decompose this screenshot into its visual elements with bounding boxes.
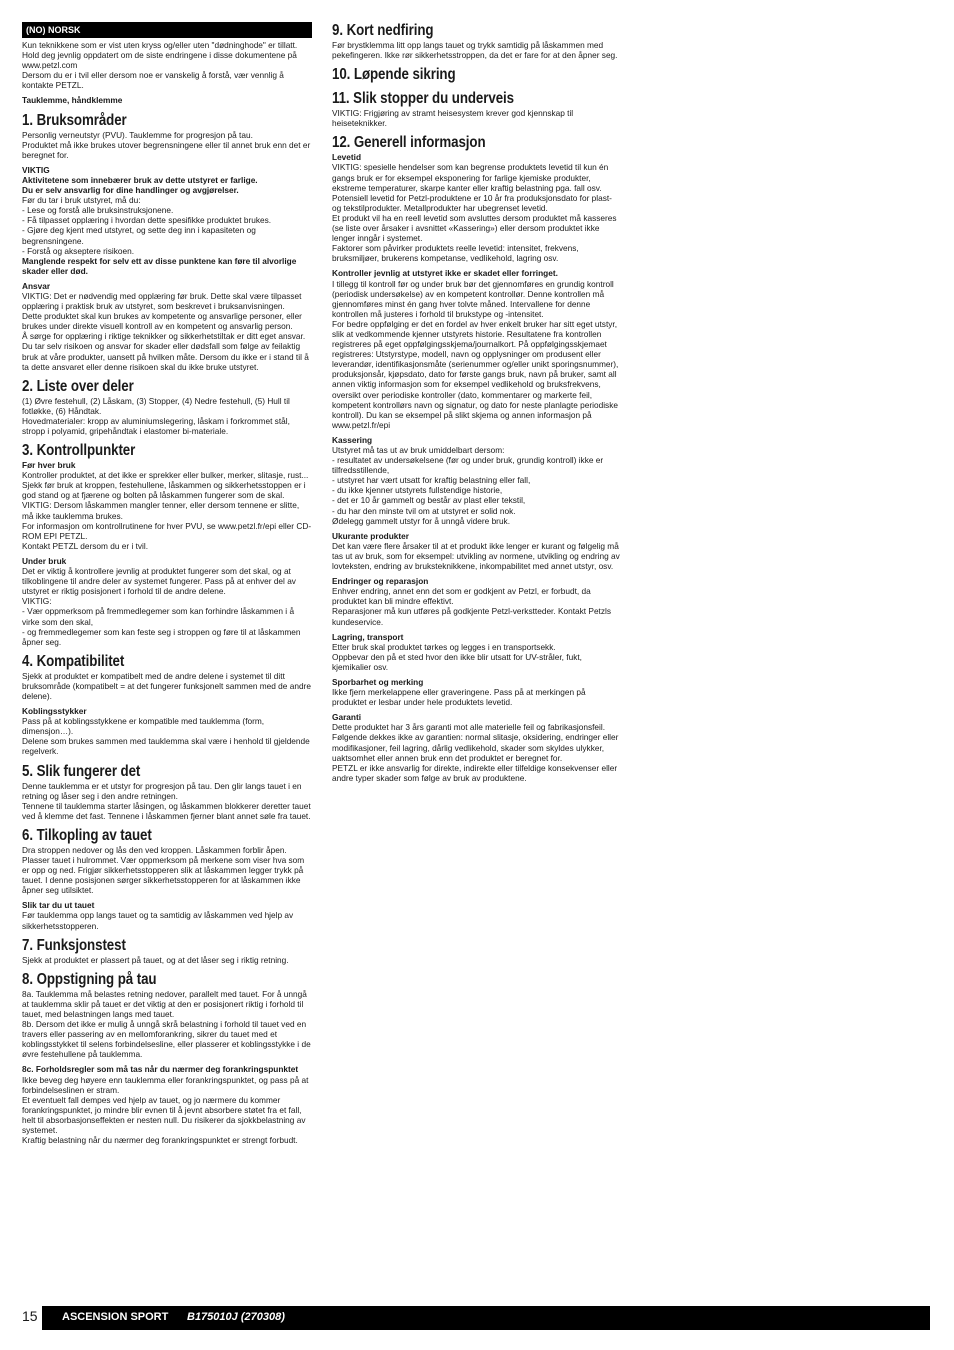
footer-bar bbox=[42, 1306, 930, 1330]
right-column bbox=[332, 22, 622, 783]
paragraph: Pass på at koblingsstykkene er kompatible med tauklemma (form, dimensjon…). Delene som brukes sammen med tauklemma skal være i henhold til gjeldende regelverk. bbox=[22, 716, 310, 757]
paragraph: Ikke beveg deg høyere enn tauklemma eller forankringspunktet, og pass på at forbindelseslinen er stram. Et eventuelt fall dempes ved hjelp av tauet, og jo nærmere du kommer forankringspunktet, jo mindre blir evnen til å jevnt absorbere støtet fra et fall, helt til absorbasjonseffekten er nesten null. Du risikerer da sjokkbelastning av systemet. Kraftig belastning når du nærmer deg forankringspunktet er strengt forbudt. bbox=[22, 1074, 309, 1146]
subheading: Slik tar du ut tauet bbox=[22, 900, 95, 911]
paragraph: Enhver endring, annet enn det som er godkjent av Petzl, er forbudt, da produktet kan bli mindre effektivt. Reparasjoner må kun utføres på godkjente Petzl-verkstteder. Kontakt Petzls kundeservice. bbox=[332, 586, 612, 627]
paragraph: 8a. Tauklemma må belastes retning nedover, parallelt med tauet. For å unngå at tauklemma sklir på tauet er det viktig at den er posisjonert riktig i forhold til tauet, med belastningen langs med tauet. 8b. Dersom det ikke er mulig å unngå skrå belastning i forhold til tauet ved en travers eller passering av en mellomforankring, sikrer du tauet med et koblingsstykket til selens forbindelsesline, eller plasserer et koblingsstykke i de øvre festehullene på tauklemma. bbox=[22, 988, 311, 1060]
paragraph: Det kan være flere årsaker til at et produkt ikke lenger er kurant og følgelig må tas ut av bruk, som for eksempel: utvikling av normene, utvikling og endring av lovteksten, endring av bruksteknikkene, inkompabilitet med annet utstyr, osv. bbox=[332, 540, 620, 572]
paragraph: Dette produktet har 3 års garanti mot alle materielle feil og fabrikasjonsfeil. Følgende dekkes ikke av garantien: normal slitasje, oksidering, endringer eller modifikasjoner, feil lagring, dårlig vedlikehold, skader som skyldes ulykker, uaktsomhet eller annen bruk enn det produktet er beregnet for. PETZL er ikke ansvarlig for direkte, indirekte eller tilfeldige konsekvenser eller andre typer skader som følge av bruk av produktene. bbox=[332, 722, 619, 783]
paragraph: Ikke fjern merkelappene eller graveringene. Pass på at merkingen på produktet er lesbar under hele produktets levetid. bbox=[332, 687, 586, 708]
paragraph: VIKTIG: Frigjøring av stramt heisesystem krever god kjennskap til heiseteknikker. bbox=[332, 108, 574, 129]
section-heading: 12. Generell informasjon bbox=[332, 134, 486, 152]
language-label: (NO) NORSK bbox=[22, 22, 312, 38]
section-heading: 5. Slik fungerer det bbox=[22, 762, 141, 780]
subheading: Lagring, transport bbox=[332, 631, 404, 642]
section-heading: 3. Kontrollpunkter bbox=[22, 442, 136, 460]
page-footer bbox=[22, 1306, 930, 1330]
paragraph: Personlig verneutstyr (PVU). Tauklemme for progresjon på tau. Produktet må ikke brukes utover begrensningene eller til annet bruk enn det er beregnet for. bbox=[22, 129, 311, 160]
subheading: Koblingsstykker bbox=[22, 706, 87, 717]
paragraph: Denne tauklemma er et utstyr for progresjon på tau. Den glir langs tauet i en retning og låser seg i den andre retningen. Tennene til tauklemma starter låsingen, og låskammen blokkerer deretter tauet ved å klemme det fast. Tennene i låskammen fjerner blant annet søle fra tauet. bbox=[22, 780, 311, 821]
section-heading: 11. Slik stopper du underveis bbox=[332, 90, 514, 108]
paragraph: Dra stroppen nedover og lås den ved kroppen. Låskammen forblir åpen. Plasser tauet i hulrommet. Vær oppmerksom på merkene som viser hva som er opp og ned. Frigjør sikkerhetsstopperen slik at låskammen legger trykk på tauet. I denne posisjonen sørger sikkerhetsstopperen for at låskammen ikke åpner seg utilsiktet. bbox=[22, 844, 305, 896]
subheading: Ansvar bbox=[22, 280, 51, 291]
subheading: Ukurante produkter bbox=[332, 530, 409, 541]
paragraph: Etter bruk skal produktet tørkes og legges i en transportsekk. Oppbevar den på et sted hvor den ikke blir utsatt for UV-stråler, fukt, kjemikalier osv. bbox=[332, 641, 582, 672]
section-heading: 10. Løpende sikring bbox=[332, 66, 456, 84]
product-name: ASCENSION SPORT bbox=[62, 1311, 169, 1323]
subheading: Levetid bbox=[332, 152, 362, 163]
subheading: 8c. Forholdsregler som må tas når du nærmer deg forankringspunktet bbox=[22, 1064, 299, 1075]
section-heading: 2. Liste over deler bbox=[22, 377, 134, 395]
paragraph: Utstyret må tas ut av bruk umiddelbart dersom: - resultatet av undersøkelsene (før og under bruk, grundig kontroll) ikke er tilfredsstillende, - utstyret har vært utsatt for kraftig belastning eller fall, - du ikke kjenner utstyrets fullstendige historie, - det er 10 år gammelt og består av plast eller tekstil, - du har den minste tvil om at utstyret er solid nok. Ødelegg gammelt utstyr for å unngå videre bruk. bbox=[332, 445, 604, 526]
subheading: Sporbarhet og merking bbox=[332, 676, 424, 687]
section-heading: 7. Funksjonstest bbox=[22, 936, 126, 954]
document-reference: B175010J (270308) bbox=[187, 1311, 285, 1323]
paragraph: Kun teknikkene som er vist uten kryss og/eller uten "dødninghode" er tillatt. Hold deg jevnlig oppdatert om de siste endringene i disse dokumentene på www.petzl.com Dersom du er i tvil eller dersom noe er vanskelig å forstå, vær vennlig å kontakte PETZL. bbox=[22, 40, 298, 91]
subheading: Under bruk bbox=[22, 555, 67, 566]
paragraph: Sjekk at produktet er kompatibelt med de andre delene i systemet til ditt bruksområde (kompatibelt = at det fungerer funksjonelt sammen med de andre delene). bbox=[22, 670, 311, 701]
section-heading: 1. Bruksområder bbox=[22, 111, 127, 129]
section-heading: 4. Kompatibilitet bbox=[22, 652, 125, 670]
subheading: Før hver bruk bbox=[22, 460, 76, 471]
section-heading: 8. Oppstigning på tau bbox=[22, 970, 157, 988]
bold-paragraph: Manglende respekt for selv ett av disse punktene kan føre til alvorlige skader eller død. bbox=[22, 255, 297, 276]
page-number: 15 bbox=[22, 1308, 38, 1324]
subheading: Kassering bbox=[332, 434, 373, 445]
subheading: Tauklemme, håndklemme bbox=[22, 95, 123, 106]
subheading: Kontroller jevnlig at utstyret ikke er skadet eller forringet. bbox=[332, 268, 558, 279]
left-column bbox=[22, 22, 312, 1145]
paragraph: Det er viktig å kontrollere jevnlig at produktet fungerer som det skal, og at tilkoblingene til andre deler av systemet fungerer. Pass på at enhver del av utstyret er riktig posisjonert i forhold til de andre delene. VIKTIG: - Vær oppmerksom på fremmedlegemer som kan forhindre låskammen i å virke som den skal, - og fremmedlegemer som kan feste seg i stroppen og føre til at låskammen åpner seg. bbox=[22, 566, 301, 647]
subheading: Endringer og reparasjon bbox=[332, 576, 429, 587]
paragraph: Kontroller produktet, at det ikke er sprekker eller bulker, merker, slitasje, rust... Sjekk før bruk at kroppen, festehullene, låskammen og sikkerhetsstoppen er i god stand og at fjærene og bolten på låskammen fungerer som de skal. VIKTIG: Dersom låskammen mangler tenner, eller dersom tennene er slitte, må ikke tauklemma brukes. For informasjon om kontrollrutinene for hver PVU, se www.petzl.fr/epi eller CD-ROM EPI PETZL. Kontakt PETZL dersom du er i tvil. bbox=[22, 470, 312, 551]
paragraph: Før brystklemma litt opp langs tauet og trykk samtidig på låskammen med pekefingeren. Ikke rør sikkerhetsstroppen, da det er fare for at den åpner seg. bbox=[332, 40, 618, 61]
paragraph: (1) Øvre festehull, (2) Låskam, (3) Stopper, (4) Nedre festehull, (5) Hull til fotløkke, (6) Håndtak. Hovedmaterialer: kropp av aluminiumslegering, låskam i forkrommet stål, stropp i polyamid, gripehåndtak i elastomer bi-materiale. bbox=[22, 395, 290, 436]
section-heading: 6. Tilkopling av tauet bbox=[22, 826, 152, 844]
paragraph: VIKTIG: Det er nødvendig med opplæring før bruk. Dette skal være tilpasset opplæring i praktisk bruk av utstyret, som beskrevet i bruksanvisningen. Dette produktet skal kun brukes av kompetente og ansvarlige personer, eller brukes under direkte visuell kontroll av en kompetent og ansvarlig person. Å sørge for opplæring i riktige teknikker og sikkerhetstiltak er ditt eget ansvar. Du tar selv risikoen og ansvar for skader eller dødsfall som følge av feilaktig bruk at våre produkter, uansett på hvilken måte. Dersom du ikke er i stand til å ta dette ansvaret eller denne risikoen skal du ikke bruke utstyret. bbox=[22, 290, 309, 372]
paragraph: I tillegg til kontroll før og under bruk bør det gjennomføres en grundig kontroll (periodisk undersøkelse) av en kompetent kontrollør. Denne kontrollen må gjennomføres minst én gang hver tolvte måned. Intervallene for denne kontrollen må justeres i forhold til brukstype og -intensitet. For bedre oppfølging er det en fordel av hver enkelt bruker har sitt eget utstyr, slik at vedkommende kjenner utstyrets historie. Resultatene fra kontrollen registreres på eget oppfølgingsskjema/journalkort. På oppfølgingsskjemaet registreres: Utstyrstype, modell, navn og opplysninger om produsent eller leverandør, identifikasjonsmåte (serienummer og/eller unikt sporingsnummer), produksjonsår, kjøpsdato, dato for første gangs bruk, navn på bruker, samt all annen viktig informasjon som for eksempel vedlikehold og bruksfrekvens, oversikt over periodiske kontroller (dato, kommentarer og markerte feil, kompetent kontrollørs navn og signatur, og dato for neste planlagte periodiske kontroll). Du kan se eksempel på slikt skjema og annen informasjon på www.petzl.fr/epi bbox=[332, 278, 619, 430]
paragraph: Sjekk at produktet er plassert på tauet, og at det låser seg i riktig retning. bbox=[22, 954, 289, 965]
paragraph: Før du tar i bruk utstyret, må du: - Lese og forstå alle bruksinstruksjonene. - Få tilpasset opplæring i hvordan dette spesifikke produktet brukes. - Gjøre deg kjent med utstyret, og sette deg inn i kapasiteten og begrensningene. - Forstå og akseptere risikoen. bbox=[22, 195, 272, 256]
bold-paragraph: Aktivitetene som innebærer bruk av dette utstyret er farlige. Du er selv ansvarlig for dine handlinger og avgjørelser. bbox=[22, 174, 258, 196]
subheading: Garanti bbox=[332, 712, 362, 723]
section-heading: 9. Kort nedfiring bbox=[332, 22, 434, 39]
paragraph: Før tauklemma opp langs tauet og ta samtidig av låskammen ved hjelp av sikkerhetsstopperen. bbox=[22, 910, 294, 931]
paragraph: VIKTIG: spesielle hendelser som kan begrense produktets levetid til kun én gangs bruk er for eksempel eksponering for farlige kjemiske produkter, ekstreme temperaturer, skarpe kanter eller kraftig belastning pga. fall osv. Potensiell levetid for Petzl-produktene er 10 år fra produksjonsdato for plast- og tekstilprodukter. Metallprodukter har ubegrenset levetid. Et produkt vil ha en reell levetid som avsluttes dersom produktet må kasseres (se liste over årsaker i avsnittet «Kassering») eller dersom produktet ikke lenger inngår i systemet. Faktorer som påvirker produktets reelle levetid: intensitet, frekvens, bruksmiljøer, brukerens kompetanse, vedlikehold, lagring osv. bbox=[332, 162, 617, 264]
subheading: VIKTIG bbox=[22, 164, 50, 175]
